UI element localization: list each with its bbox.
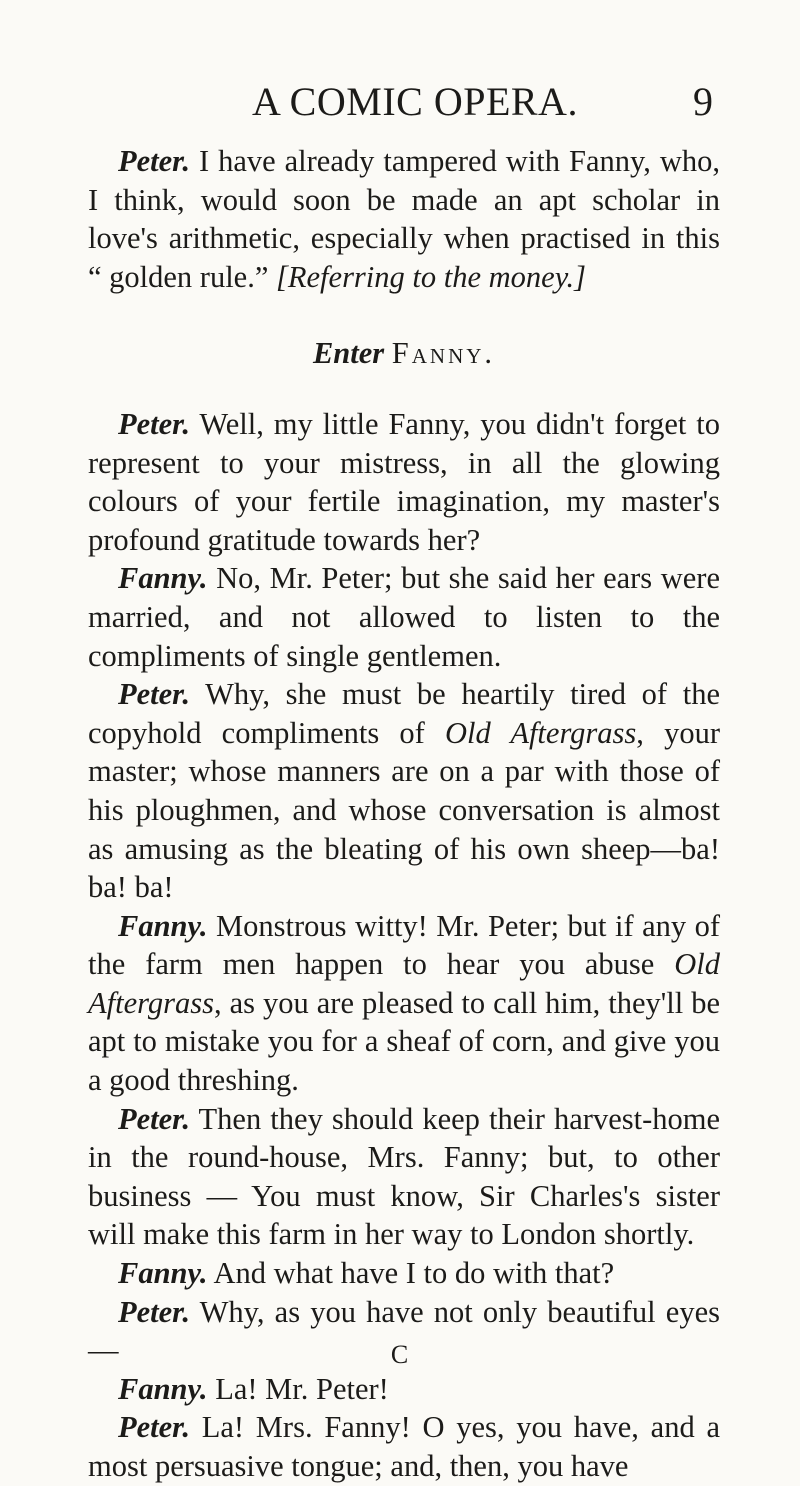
speech-text: , your master; whose manners are on a par with those of his ploughmen, and whose conversation is almost as amusing as the bleating of his own sheep—ba! ba! ba! xyxy=(88,715,720,905)
italic-text: Old Aftergrass xyxy=(444,715,637,750)
speaker-name: Peter. xyxy=(118,1410,190,1445)
stage-direction-enter: Enter xyxy=(312,336,385,371)
signature-mark: C xyxy=(390,1340,410,1369)
speaker-name: Peter. xyxy=(118,1101,190,1136)
speaker-name: Peter. xyxy=(118,677,190,712)
dialogue-paragraph xyxy=(88,559,720,675)
speech-text: Then they should keep their harvest-home in the round-house, Mrs. Fanny; but, to other business — You must know, Sir Charles's sister will make this farm in her way to London shortly. xyxy=(88,1101,720,1252)
dialogue-paragraph xyxy=(88,1254,720,1293)
page-body xyxy=(88,142,720,1486)
running-header xyxy=(0,78,800,128)
speaker-name: Fanny. xyxy=(118,1256,208,1291)
dialogue-paragraph xyxy=(88,1100,720,1254)
dialogue-paragraph xyxy=(88,1408,720,1485)
speech-text: , as you are pleased to call him, they'll be apt to mistake you for a sheaf of corn, and give you a good threshing. xyxy=(88,985,720,1098)
stage-direction xyxy=(88,334,720,373)
italic-text: [Referring to the money.] xyxy=(276,259,587,294)
speech-text: La! Mr. Peter! xyxy=(207,1371,389,1406)
speech-text: No, Mr. Peter; but she said her ears were married, and not allowed to listen to the compliments of single gentlemen. xyxy=(88,561,720,673)
italic-text: Old Aftergrass xyxy=(88,947,720,1020)
dialogue-paragraph xyxy=(88,142,720,296)
speaker-name: Fanny. xyxy=(118,561,208,596)
speech-text: And what have I to do with that? xyxy=(207,1256,615,1291)
dialogue-block-0 xyxy=(88,142,720,296)
speaker-name: Fanny. xyxy=(118,908,208,943)
speech-text: Well, my little Fanny, you didn't forget to represent to your mistress, in all the glowing colours of your fertile imagination, my master's profound gratitude towards her? xyxy=(88,406,720,557)
speech-text: Monstrous witty! Mr. Peter; but if any of the farm men happen to hear you abuse xyxy=(88,908,720,982)
speaker-name: Peter. xyxy=(118,1294,190,1329)
speaker-name: Peter. xyxy=(118,406,190,441)
dialogue-paragraph xyxy=(88,405,720,559)
speech-text: Why, as you have not only beautiful eyes— xyxy=(88,1294,720,1368)
stage-direction-name: Fanny. xyxy=(391,336,496,371)
speech-text: Why, she must be heartily tired of the copyhold compliments of xyxy=(88,677,720,750)
speaker-name: Fanny. xyxy=(118,1371,208,1406)
speaker-name: Peter. xyxy=(118,144,190,178)
dialogue-paragraph xyxy=(88,907,720,1100)
speech-text: I have already tampered with Fanny, who, I think, would soon be made an apt scholar in love's arithmetic, especially when practised in this “ golden rule.” xyxy=(88,144,720,294)
dialogue-block-rest xyxy=(88,405,720,1486)
speech-text: La! Mrs. Fanny! O yes, you have, and a most persuasive tongue; and, then, you have xyxy=(88,1410,720,1483)
dialogue-paragraph xyxy=(88,1370,720,1409)
running-title: A COMIC OPERA. xyxy=(252,79,578,124)
page-number: 9 xyxy=(693,79,713,124)
dialogue-paragraph xyxy=(88,675,720,907)
